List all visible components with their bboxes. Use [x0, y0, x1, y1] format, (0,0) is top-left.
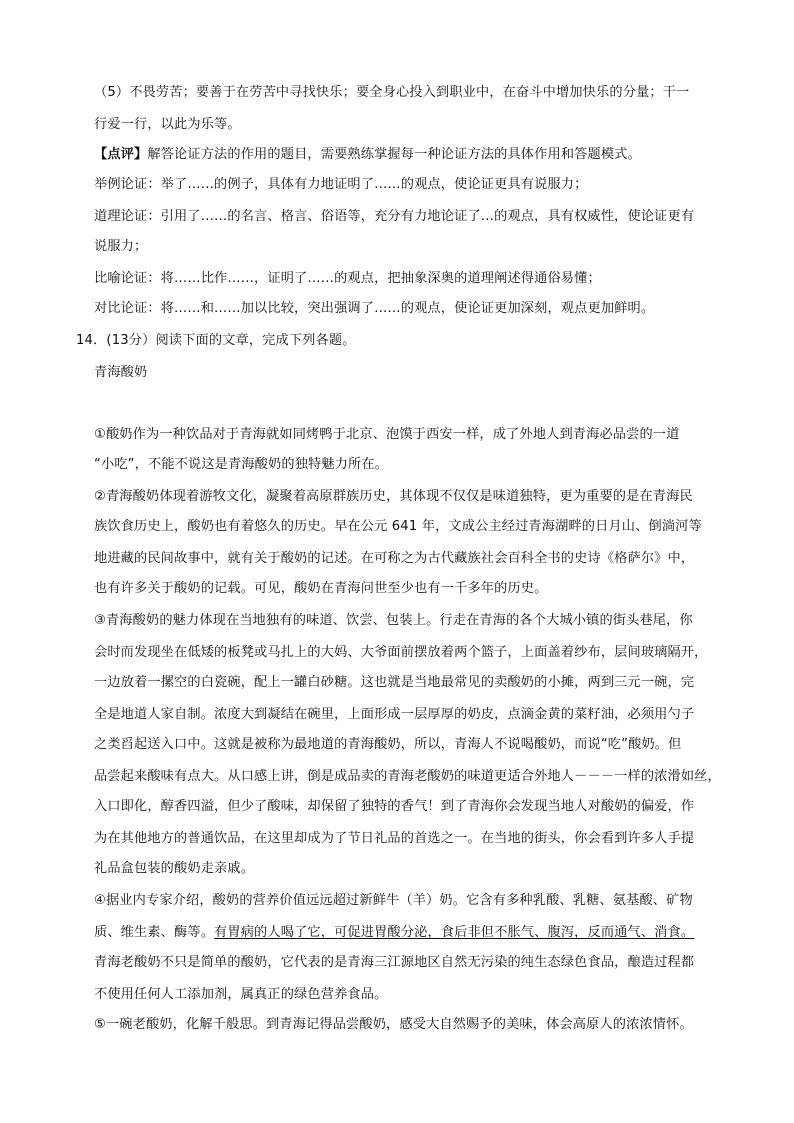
paragraph-3-line-2: 会时而发现坐在低矮的板凳或马扎上的大妈、大爷面前摆放着两个篮子，上面盖着纱布，层间玻璃隔开，: [94, 645, 708, 660]
question-14: 14．(13分）阅读下面的文章，完成下列各题。: [76, 333, 356, 348]
answer-5-line-1: （5）不畏劳苦；要善于在劳苦中寻找快乐；要全身心投入到职业中，在奋斗中增加快乐的分量；干一: [94, 85, 690, 100]
comment-tag: 【点评】: [94, 147, 148, 162]
paragraph-3-line-4: 全是地道人家自制。浓度大到凝结在碗里，上面形成一层厚厚的奶皮，点滴金黄的菜籽油，必须用勺子: [94, 707, 695, 722]
paragraph-1-line-1: ①酸奶作为一种饮品对于青海就如同烤鸭于北京、泡馍于西安一样，成了外地人到青海必品尝的一道: [94, 427, 680, 442]
paragraph-4-line-4: 不使用任何人工添加剂，属真正的绿色营养食品。: [94, 987, 388, 1002]
paragraph-3-line-8: 为在其他地方的普通饮品，在这里却成为了节日礼品的首选之一。在当地的街头，你会看到许多人手提: [94, 831, 695, 846]
example-argument: 举例论证：举了……的例子，具体有力地证明了……的观点，使论证更具有说服力；: [94, 177, 588, 192]
paragraph-4-plain-text: 质、维生素、酶等。: [94, 925, 215, 940]
paragraph-3-line-5: 之类舀起送入口中。这就是被称为最地道的青海酸奶，所以，青海人不说喝酸奶，而说“吃”酸奶。但: [94, 737, 682, 752]
underlined-sentence: 有胃病的人喝了它，可促进胃酸分泌，食后非但不胀气、腹泻，反而通气、消食。: [214, 925, 695, 940]
reasoning-argument-line-2: 说服力；: [94, 239, 148, 254]
paragraph-2-line-3: 地进藏的民间故事中，就有关于酸奶的记述。在可称之为古代藏族社会百科全书的史诗《格萨尔》中，: [94, 551, 695, 566]
reasoning-argument-line-1: 道理论证：引用了……的名言、格言、俗语等，充分有力地论证了…的观点，具有权威性，使论证更有: [94, 209, 695, 224]
paragraph-1-line-2: “小吃”，不能不说这是青海酸奶的独特魅力所在。: [94, 457, 389, 472]
paragraph-4-line-3: 青海老酸奶不只是简单的酸奶，它代表的是青海三江源地区自然无污染的纯生态绿色食品，酿造过程都: [94, 955, 695, 970]
contrast-argument: 对比论证：将……和……加以比较，突出强调了……的观点，使论证更加深刻，观点更加鲜明。: [94, 301, 655, 316]
article-title: 青海酸奶: [94, 365, 148, 380]
paragraph-2-line-2: 族饮食历史上，酸奶也有着悠久的历史。早在公元 641 年，文成公主经过青海湖畔的日月山、倒淌河等: [94, 519, 702, 534]
paragraph-3-line-6: 品尝起来酸味有点大。从口感上讲，倒是成品卖的青海老酸奶的味道更适合外地人－－－一样的浓滑如丝，: [94, 769, 721, 784]
paragraph-2-line-1: ②青海酸奶体现着游牧文化，凝聚着高原群族历史，其体现不仅仅是味道独特，更为重要的是在青海民: [94, 489, 693, 504]
paragraph-2-line-4: 也有许多关于酸奶的记载。可见，酸奶在青海问世至少也有一千多年的历史。: [94, 581, 548, 596]
comment-text: 解答论证方法的作用的题目，需要熟练掌握每一种论证方法的具体作用和答题模式。: [147, 147, 641, 162]
paragraph-3-line-1: ③青海酸奶的魅力体现在当地独有的味道、饮尝、包装上。行走在青海的各个大城小镇的街头巷尾，你: [94, 613, 693, 628]
paragraph-3-line-7: 入口即化，醇香四溢，但少了酸味，却保留了独特的香气！到了青海你会发现当地人对酸奶的偏爱，作: [94, 799, 695, 814]
metaphor-argument: 比喻论证：将……比作……，证明了……的观点，把抽象深奥的道理阐述得通俗易懂；: [94, 271, 601, 286]
answer-5-line-2: 行爱一行，以此为乐等。: [94, 117, 241, 132]
comment-paragraph: [94, 146, 641, 164]
paragraph-4-line-2: [94, 924, 694, 942]
paragraph-3-line-9: 礼品盒包装的酸奶走亲戚。: [94, 861, 255, 876]
paragraph-4-line-1: ④据业内专家介绍，酸奶的营养价值远远超过新鲜牛（羊）奶。它含有多种乳酸、乳糖、氨基酸、矿物: [94, 893, 693, 908]
paragraph-5-line-1: ⑤一碗老酸奶，化解千般思。到青海记得品尝酸奶，感受大自然赐予的美味，体会高原人的浓浓情怀。: [94, 1017, 693, 1032]
paragraph-3-line-3: 一边放着一摞空的白瓷碗，配上一罐白砂糖。这也就是当地最常见的卖酸奶的小摊，两到三元一碗，完: [94, 675, 695, 690]
